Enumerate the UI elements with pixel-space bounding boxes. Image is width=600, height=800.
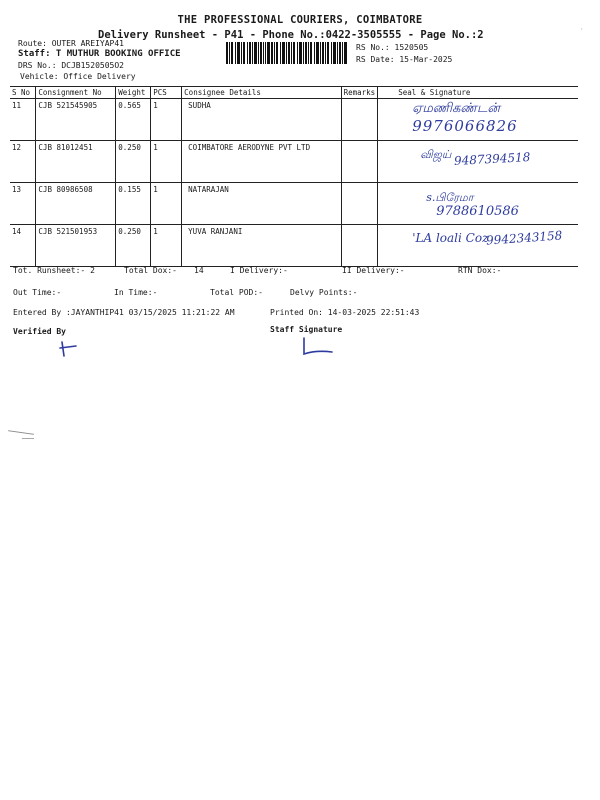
total-dox-label: Total Dox:- [124,266,177,275]
signature-name: 'LA loali Coz [412,231,489,245]
column-header: Weight [116,87,151,99]
delvy-points: Delvy Points:- [290,288,358,297]
cell-consignee: NATARAJAN [182,183,341,225]
table-row [10,225,578,267]
entered-by: Entered By :JAYANTHIP41 03/15/2025 11:21:22 AM [13,308,235,317]
signature-name: ஏமணிகண்டன் [412,101,500,116]
cell-consignee: COIMBATORE AERODYNE PVT LTD [182,141,341,183]
in-time: In Time:- [114,288,158,297]
cell-signature [378,99,578,141]
column-header: Consignee Details [182,87,341,99]
ii-delivery: II Delivery:- [342,266,405,275]
table-row [10,183,578,225]
cell-remarks [341,225,378,267]
cell-remarks [341,99,378,141]
runsheet-table [10,86,578,267]
vehicle-label: Vehicle: Office Delivery [20,72,136,81]
scan-artifact [8,430,34,435]
table-row [10,99,578,141]
cell-sno: 12 [10,141,36,183]
cell-signature [378,141,578,183]
scan-dot: · [580,26,584,33]
rs-date: RS Date: 15-Mar-2025 [356,55,453,64]
rs-number: RS No.: 1520505 [356,43,429,52]
table-header-row [10,87,578,99]
cell-consignment: CJB 521545905 [36,99,116,141]
cell-pcs: 1 [151,183,182,225]
cell-sno: 13 [10,183,36,225]
cell-signature [378,225,578,267]
cell-weight: 0.250 [116,225,151,267]
cell-pcs: 1 [151,225,182,267]
scan-artifact [22,438,34,439]
cell-signature [378,183,578,225]
cell-consignee: YUVA RANJANI [182,225,341,267]
cell-sno: 11 [10,99,36,141]
total-pod: Total POD:- [210,288,263,297]
table-row [10,141,578,183]
cell-consignment: CJB 80986508 [36,183,116,225]
signature-name: s.பிரேமா [426,191,474,204]
cell-consignment: CJB 521501953 [36,225,116,267]
drs-label: DRS No.: DCJB1520505O2 [18,61,124,70]
column-header: PCS [151,87,182,99]
cell-sno: 14 [10,225,36,267]
cell-consignment: CJB 81012451 [36,141,116,183]
column-header: S No [10,87,36,99]
cell-consignee: SUDHA [182,99,341,141]
column-header: Remarks [341,87,378,99]
printed-on: Printed On: 14-03-2025 22:51:43 [270,308,420,317]
signature-phone: 9788610586 [436,204,519,219]
cell-remarks [341,183,378,225]
out-time: Out Time:- [13,288,62,297]
company-name: THE PROFESSIONAL COURIERS, COIMBATORE [177,14,423,26]
runsheet-title: Delivery Runsheet - P41 - Phone No.:0422-3505555 - Page No.:2 [98,29,484,41]
cell-remarks [341,141,378,183]
staff-signature-mark [298,336,338,358]
column-header: Consignment No [36,87,116,99]
barcode [226,42,347,64]
cell-weight: 0.155 [116,183,151,225]
cell-pcs: 1 [151,141,182,183]
i-delivery: I Delivery:- [230,266,288,275]
verified-by-label: Verified By [13,327,66,336]
signature-phone: 9942343158 [485,228,563,248]
route-label: Route: OUTER AREIYAP41 [18,39,124,48]
staff-signature-label: Staff Signature [270,325,343,334]
signature-phone: 9487394518 [453,150,531,168]
rtn-dox: RTN Dox:- [458,266,502,275]
staff-label: Staff: T MUTHUR BOOKING OFFICE [18,49,181,59]
total-dox-value: 14 [194,266,204,275]
cell-weight: 0.250 [116,141,151,183]
cell-weight: 0.565 [116,99,151,141]
tot-runsheet: Tot. Runsheet:- 2 [13,266,95,275]
column-header: Seal & Signature [378,87,578,99]
cell-pcs: 1 [151,99,182,141]
signature-phone: 9976066826 [412,117,518,135]
signature-name: விஜய் [420,148,452,161]
verified-signature-mark [58,338,80,360]
